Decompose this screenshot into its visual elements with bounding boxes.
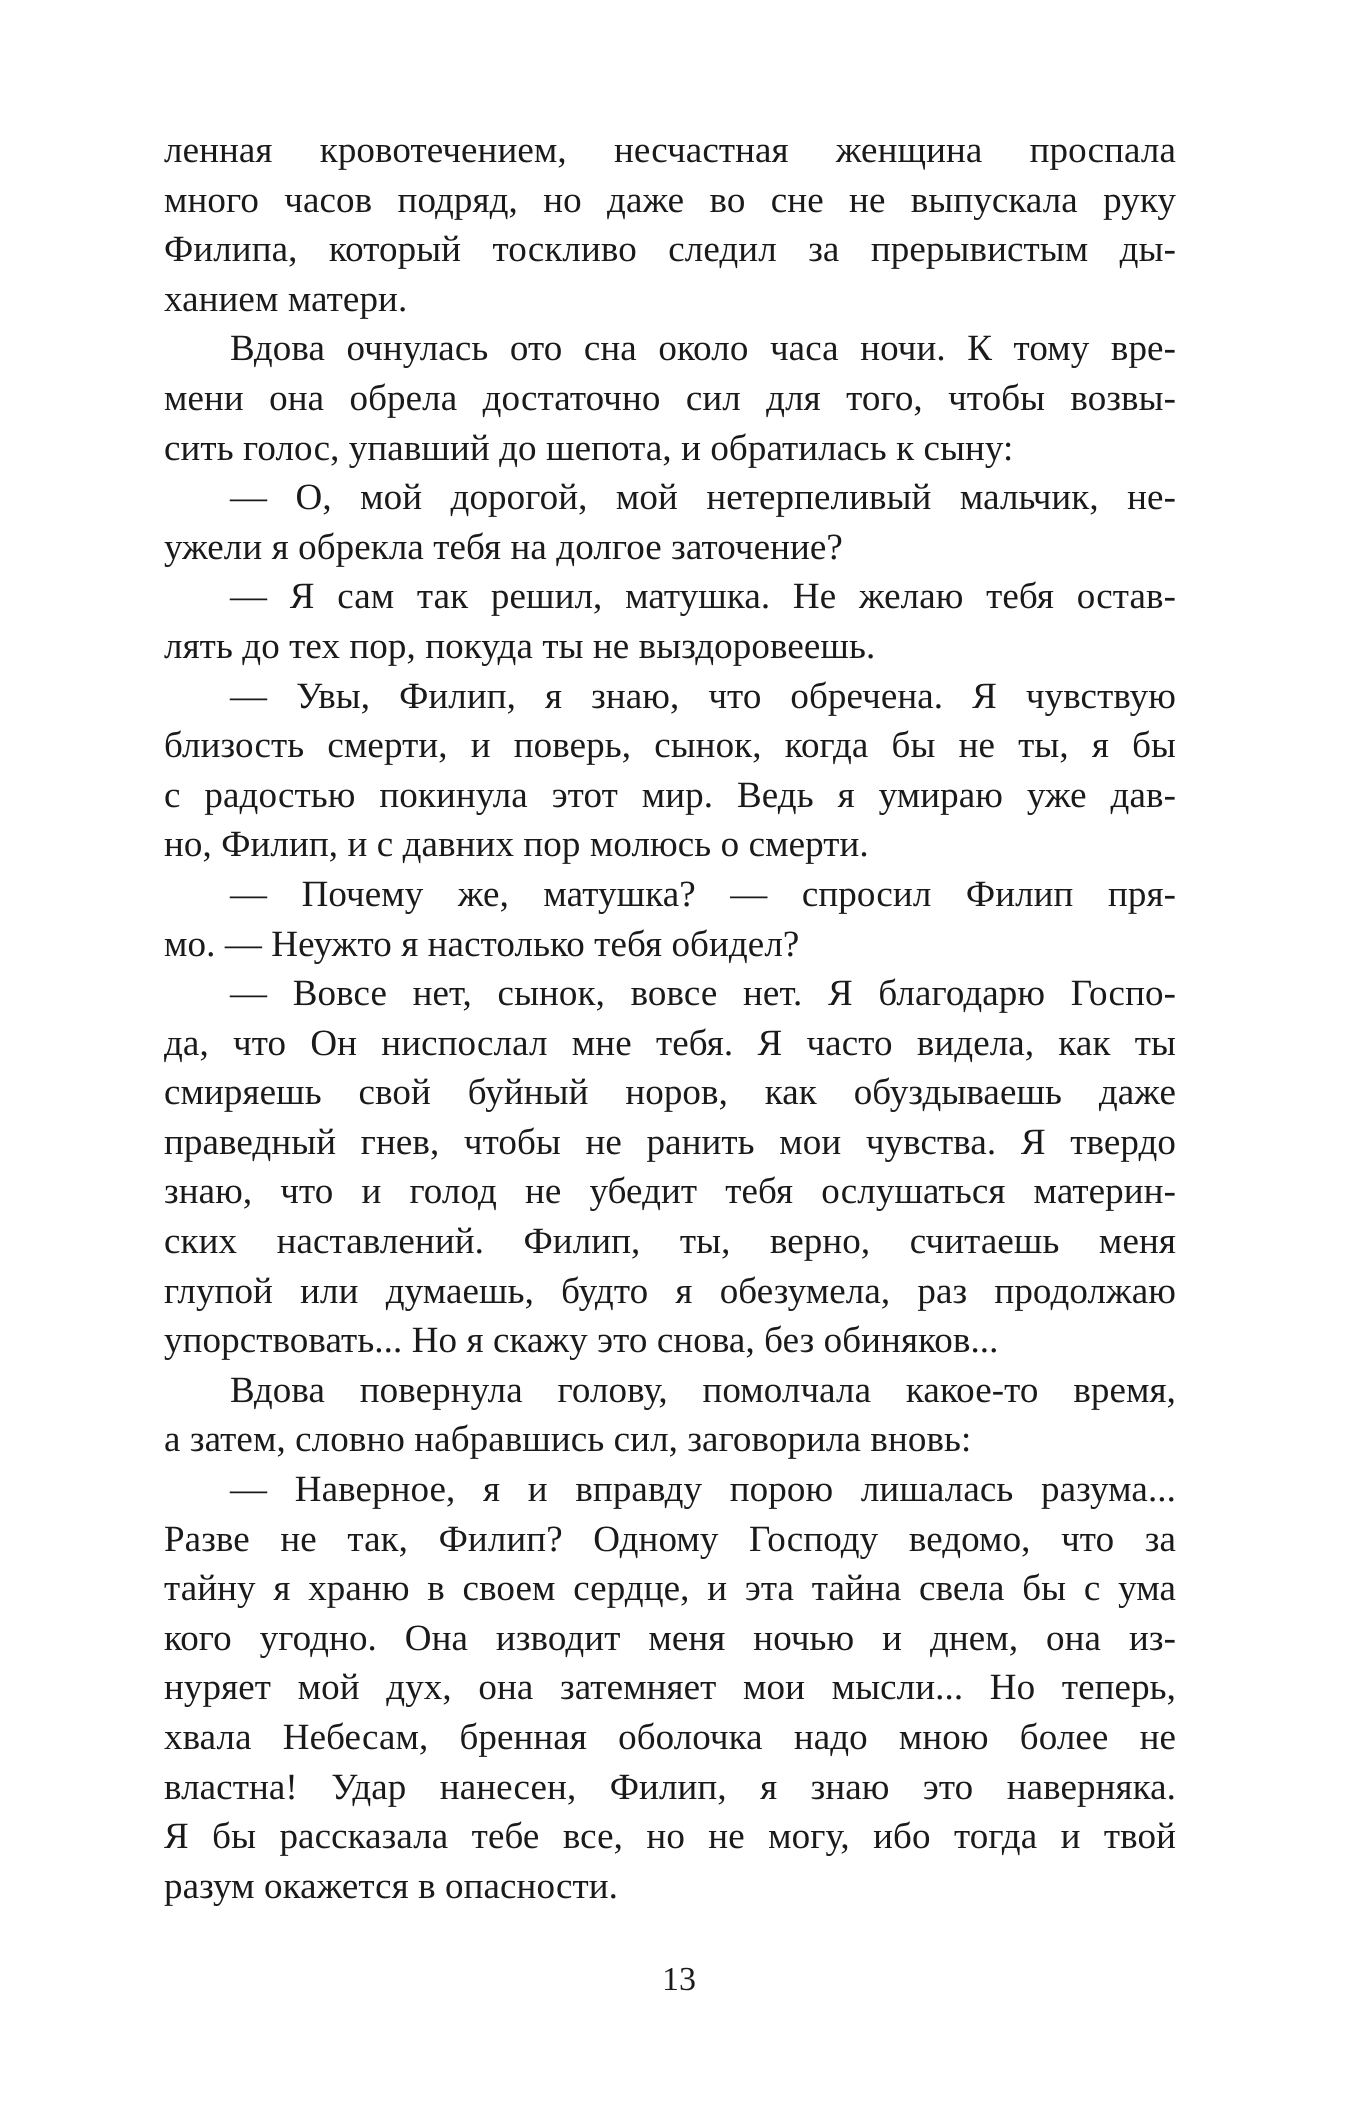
text-line: хвала Небесам, бренная оболочка надо мною более не <box>164 1717 1176 1758</box>
text-line: а затем, словно набравшись сил, заговорила вновь: <box>164 1419 972 1461</box>
text-line: смиряешь свой буйный норов, как обуздываешь даже <box>164 1072 1176 1114</box>
text-line: Вдова очнулась ото сна около часа ночи. К тому вре- <box>230 328 1176 370</box>
text-line: но, Филип, и с давних пор молюсь о смерти. <box>164 824 869 866</box>
text-line: много часов подряд, но даже во сне не выпускала руку <box>164 179 1176 221</box>
text-line: властна! Удар нанесен, Филип, я знаю это наверняка. <box>164 1766 1176 1808</box>
text-line: — Почему же, матушка? — спросил Филип пря- <box>230 873 1176 915</box>
text-line: мо. — Неужто я настолько тебя обидел? <box>164 923 800 965</box>
text-line: лять до тех пор, покуда ты не выздоровеешь. <box>164 625 876 667</box>
text-line: Разве не так, Филип? Одному Господу ведомо, что за <box>164 1518 1176 1560</box>
text-line: разум окажется в опасности. <box>164 1865 619 1907</box>
text-line: ужели я обрекла тебя на долгое заточение? <box>164 526 843 568</box>
text-line: близость смерти, и поверь, сынок, когда бы не ты, я бы <box>164 725 1176 767</box>
text-line: знаю, что и голод не убедит тебя ослушаться материн- <box>164 1171 1176 1213</box>
text-line: сить голос, упавший до шепота, и обратилась к сыну: <box>164 427 1014 469</box>
text-line: праведный гнев, чтобы не ранить мои чувства. Я твердо <box>164 1121 1176 1163</box>
text-line: кого угодно. Она изводит меня ночью и днем, она из- <box>164 1617 1176 1659</box>
text-line: Филипа, который тоскливо следил за прерывистым ды- <box>164 229 1176 271</box>
text-line: — Увы, Филип, я знаю, что обречена. Я чувствую <box>230 675 1176 717</box>
text-line: Вдова повернула голову, помолчала какое-то время, <box>230 1369 1176 1411</box>
text-line: — О, мой дорогой, мой нетерпеливый мальчик, не- <box>230 477 1176 519</box>
text-line: Я бы рассказала тебе все, но не могу, ибо тогда и твой <box>164 1816 1176 1858</box>
text-line: упорствовать... Но я скажу это снова, без обиняков... <box>164 1320 999 1362</box>
page-number: 13 <box>662 1961 696 1998</box>
text-line: с радостью покинула этот мир. Ведь я умираю уже дав- <box>164 774 1176 816</box>
text-line: — Вовсе нет, сынок, вовсе нет. Я благодарю Госпо- <box>230 973 1176 1015</box>
text-line: ских наставлений. Филип, ты, верно, считаешь меня <box>164 1221 1176 1263</box>
body-text <box>164 126 1176 1911</box>
text-line: да, что Он ниспослал мне тебя. Я часто видела, как ты <box>164 1022 1176 1064</box>
text-line: — Наверное, я и вправду порою лишалась разума... <box>230 1469 1176 1511</box>
text-line: мени она обрела достаточно сил для того, чтобы возвы- <box>164 377 1176 419</box>
text-line: глупой или думаешь, будто я обезумела, раз продолжаю <box>164 1270 1176 1312</box>
text-line: тайну я храню в своем сердце, и эта тайна свела бы с ума <box>164 1568 1176 1610</box>
text-line: нуряет мой дух, она затемняет мои мысли... Но теперь, <box>164 1667 1176 1709</box>
text-line: ленная кровотечением, несчастная женщина проспала <box>164 130 1176 171</box>
text-line: — Я сам так решил, матушка. Не желаю тебя остав- <box>230 576 1176 618</box>
text-line: ханием матери. <box>164 278 408 320</box>
